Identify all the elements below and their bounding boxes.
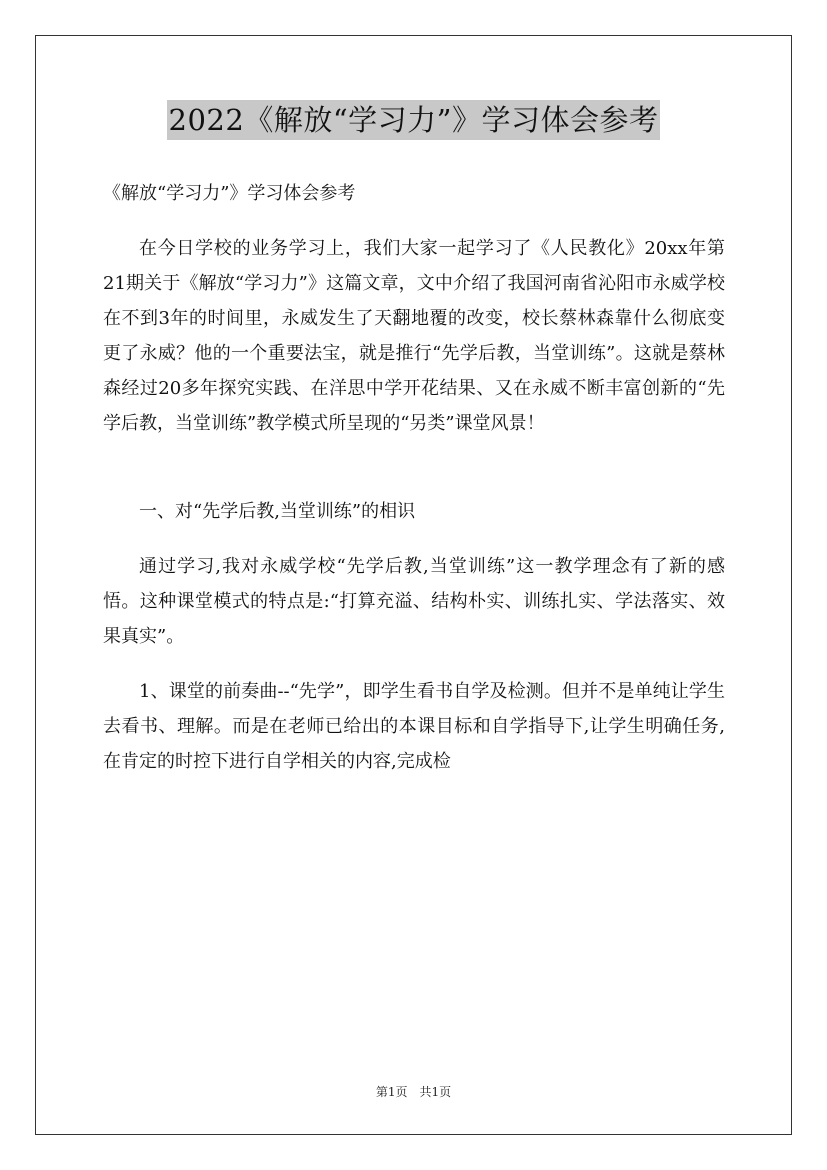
paragraph-prelude: 1、课堂的前奏曲--“先学”，即学生看书自学及检测。但并不是单纯让学生去看书、理解。而是在老师已给出的本课目标和自学指导下,让学生明确任务,在肯定的时控下进行自学相关的内容,完成检: [103, 681, 725, 772]
paragraph-intro: 在今日学校的业务学习上，我们大家一起学习了《人民教化》20xx年第21期关于《解放“学习力”》这篇文章，文中介绍了我国河南省沁阳市永威学校在不到3年的时间里，永威发生了天翻地覆的改变，校长蔡林森靠什么彻底变更了永威？他的一个重要法宝，就是推行“先学后教，当堂训练”。这就是蔡林森经过20多年探究实践、在洋思中学开花结果、又在永威不断丰富创新的“先学后教，当堂训练”教学模式所呈现的“另类”课堂风景！: [103, 238, 725, 434]
document-title: 2022《解放“学习力”》学习体会参考: [167, 100, 661, 140]
paragraph-understanding: 通过学习,我对永威学校“先学后教,当堂训练”这一教学理念有了新的感悟。这种课堂模式的特点是:“打算充溢、结构朴实、训练扎实、学法落实、效果真实”。: [103, 556, 725, 647]
page-footer: [0, 1083, 827, 1100]
document-body: [103, 176, 725, 779]
section-heading: 一、对“先学后教,当堂训练”的相识: [139, 501, 416, 522]
title-wrapper: [0, 100, 827, 140]
page-total: 共1页: [419, 1085, 452, 1099]
document-subtitle: 《解放“学习力”》学习体会参考: [103, 183, 356, 204]
page-number: 第1页: [375, 1085, 408, 1099]
